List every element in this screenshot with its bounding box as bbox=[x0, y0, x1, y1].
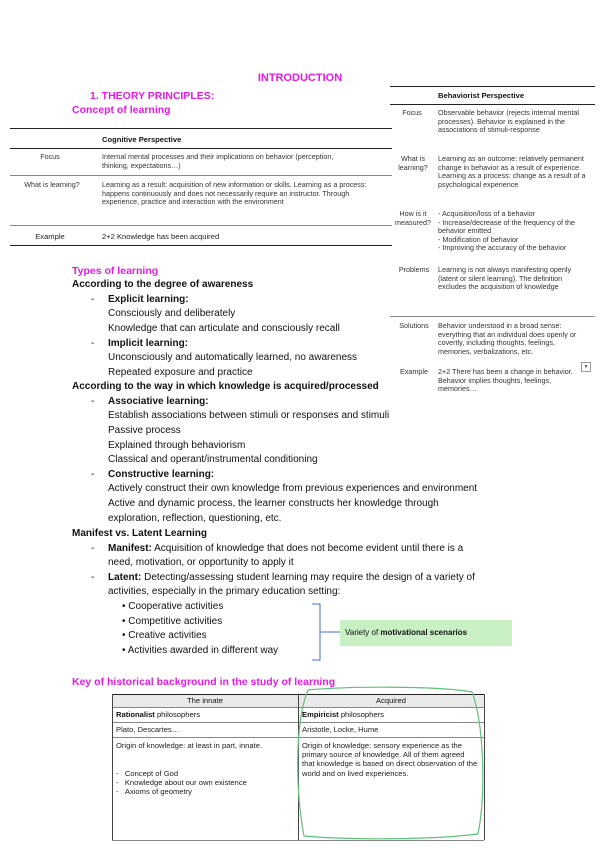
bullet-dash: - bbox=[91, 543, 95, 554]
implicit-line: Unconsciously and automatically learned, no awareness bbox=[108, 352, 358, 363]
activity-item: • Creative activities bbox=[122, 630, 207, 641]
explicit-label: Explicit learning: bbox=[108, 294, 189, 305]
behaviorist-label-learning: What is learning? bbox=[398, 154, 428, 172]
cognitive-label-focus: Focus bbox=[40, 152, 60, 161]
bullet-dash: - bbox=[91, 469, 95, 480]
types-heading: Types of learning bbox=[72, 265, 159, 277]
cognitive-text-example: 2+2 Knowledge has been acquired bbox=[102, 232, 220, 241]
behaviorist-label-problems: Problems bbox=[398, 265, 430, 274]
constructive-label: Constructive learning: bbox=[108, 469, 215, 480]
innate-list-item: - Axioms of geometry bbox=[116, 787, 192, 797]
latent-line: activities, especially in the primary education setting: bbox=[108, 586, 341, 597]
history-heading: Key of historical background in the study of learning bbox=[72, 676, 336, 688]
empiricist-cell: Empiricist philosophers bbox=[302, 710, 384, 719]
latent-line bbox=[108, 571, 475, 586]
innate-list-item: - Knowledge about our own existence bbox=[116, 778, 247, 788]
innate-names: Plato, Descartes… bbox=[116, 725, 180, 734]
acquired-origin: Origin of knowledge: sensory experience as the primary source of knowledge. All of them agreed that knowledge is based on direct observation of the world and on lived experiences. bbox=[302, 741, 478, 778]
manifest-line bbox=[108, 542, 463, 557]
col-innate: The innate bbox=[187, 696, 223, 705]
associative-line: Establish associations between stimuli or responses and stimuli bbox=[108, 410, 390, 421]
innate-list bbox=[116, 769, 292, 797]
behaviorist-text-problems: Learning is not always manifesting openly (latent or silent learning). The definition excludes the acquisition of knowledge bbox=[438, 265, 572, 292]
variety-prefix: Variety of bbox=[345, 628, 381, 637]
bullet-dash: - bbox=[91, 294, 95, 305]
expand-icon[interactable]: ▾ bbox=[581, 362, 591, 372]
associative-line: Classical and operant/instrumental conditioning bbox=[108, 454, 318, 465]
behaviorist-text-solutions: Behavior understood in a broad sense: everything that an individual does openly or covertly, including thoughts, feelings, memories, verbalizations, etc. bbox=[438, 321, 577, 356]
constructive-line: Active and dynamic process, the learner constructs her knowledge through bbox=[108, 498, 439, 509]
awareness-heading: According to the degree of awareness bbox=[72, 279, 254, 290]
innate-list-item: - Concept of God bbox=[116, 769, 179, 778]
concept-heading: Concept of learning bbox=[72, 104, 171, 116]
associative-line: Explained through behaviorism bbox=[108, 440, 246, 451]
latent-label: Latent: bbox=[108, 572, 142, 583]
innate-origin: Origin of knowledge: at least in part, innate. bbox=[116, 741, 263, 750]
bullet-dash: - bbox=[91, 338, 95, 349]
behaviorist-label-example: Example bbox=[400, 367, 428, 376]
explicit-line: Consciously and deliberately bbox=[108, 308, 236, 319]
activity-item: • Cooperative activities bbox=[122, 601, 224, 612]
behaviorist-text-focus: Observable behavior (rejects internal mental processes). Behavior is explained in the associations of stimuli-response bbox=[438, 108, 580, 135]
bullet-dash: - bbox=[91, 572, 95, 583]
manifest-line: need, motivation, or opportunity to apply it bbox=[108, 557, 294, 568]
behaviorist-label-measured: How is it measured? bbox=[395, 209, 431, 227]
manifest-label: Manifest: bbox=[108, 543, 152, 554]
behaviorist-text-learning: Learning as an outcome: relatively permanent change in behavior as a result of experience. Learning as a process: change as a result of a psychological experience bbox=[438, 154, 586, 189]
acquired-names: Aristotle, Locke, Hume bbox=[302, 725, 379, 734]
associative-line: Passive process bbox=[108, 425, 181, 436]
cognitive-text-learning: Learning as a result: acquisition of new information or skills. Learning as a process: happens continuously and does not necessarily require an instructor. Through experience, practice and interaction with the environment bbox=[102, 180, 367, 207]
cognitive-text-focus: Internal mental processes and their implications on behavior (perception, thinking, expectations…) bbox=[102, 152, 334, 170]
implicit-line: Repeated exposure and practice bbox=[108, 367, 253, 378]
constructive-line: exploration, reflection, questioning, etc. bbox=[108, 513, 282, 524]
way-heading: According to the way in which knowledge is acquired/processed bbox=[72, 381, 379, 392]
cognitive-label-learning: What is learning? bbox=[24, 180, 80, 189]
cognitive-label-example: Example bbox=[35, 232, 65, 241]
col-acquired: Acquired bbox=[376, 696, 406, 705]
section-heading: 1. THEORY PRINCIPLES: bbox=[90, 90, 215, 102]
activity-item: • Competitive activities bbox=[122, 616, 223, 627]
manifest-text: Acquisition of knowledge that does not become evident until there is a bbox=[151, 543, 464, 554]
constructive-line: Actively construct their own knowledge from previous experiences and environment bbox=[108, 483, 478, 494]
latent-text: Detecting/assessing student learning may require the design of a variety of bbox=[141, 572, 475, 583]
behaviorist-label-solutions: Solutions bbox=[399, 321, 429, 330]
behaviorist-text-example: 2+2 There has been a change in behavior. Behavior implies thoughts, feelings, memories… bbox=[438, 367, 573, 394]
activity-item: • Activities awarded in different way bbox=[122, 645, 279, 656]
explicit-line: Knowledge that can articulate and consciously recall bbox=[108, 323, 340, 334]
bracket-connector bbox=[308, 602, 344, 662]
implicit-label: Implicit learning: bbox=[108, 338, 189, 349]
bullet-dash: - bbox=[91, 396, 95, 407]
variety-box bbox=[340, 620, 512, 646]
manifest-latent-heading: Manifest vs. Latent Learning bbox=[72, 528, 208, 539]
highlight-outline bbox=[290, 684, 490, 844]
behaviorist-text-measured: - Acquisition/loss of a behavior - Increase/decrease of the frequency of the behavior emitted - Modification of behavior - Improving the accuracy of the behavior bbox=[438, 209, 576, 253]
page-title: INTRODUCTION bbox=[257, 72, 343, 84]
cognitive-header: Cognitive Perspective bbox=[102, 135, 182, 144]
associative-label: Associative learning: bbox=[108, 396, 209, 407]
rationalist-cell: Rationalist philosophers bbox=[116, 710, 200, 719]
variety-bold: motivational scenarios bbox=[380, 628, 468, 637]
behaviorist-label-focus: Focus bbox=[402, 108, 422, 117]
behaviorist-header: Behaviorist Perspective bbox=[438, 91, 525, 100]
